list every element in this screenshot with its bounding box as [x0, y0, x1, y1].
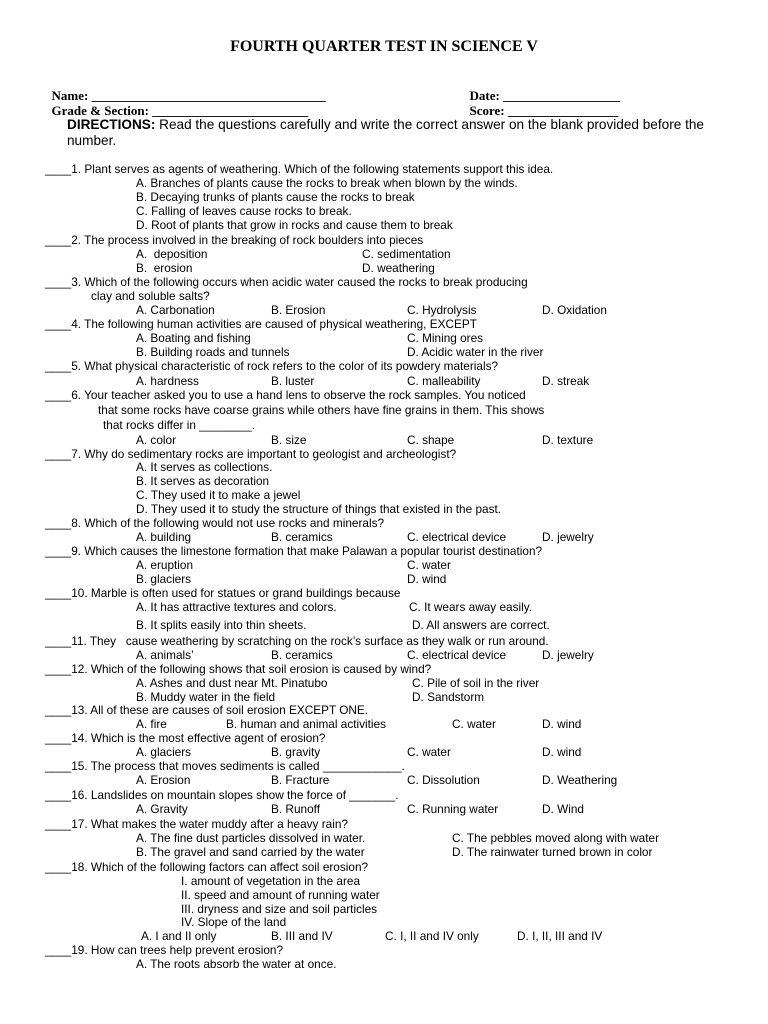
directions-text: Read the questions carefully and write the correct answer on the blank provided before the number. [67, 117, 704, 148]
answer-option: D. Wind [542, 802, 584, 816]
answer-option: B. Muddy water in the field [136, 690, 276, 704]
answer-option: D. They used it to study the structure of things that existed in the past. [136, 502, 502, 516]
answer-option: D. All answers are correct. [412, 618, 550, 632]
page-title: FOURTH QUARTER TEST IN SCIENCE V [230, 38, 538, 55]
question-stem-continued: clay and soluble salts? [91, 289, 210, 303]
score-blank: _________________ [507, 103, 619, 118]
answer-option: C. water [452, 717, 496, 731]
answer-option: A. fire [136, 717, 167, 731]
answer-option: A. Boating and fishing [136, 331, 251, 345]
question-stem: ____7. Why do sedimentary rocks are important to geologist and archeologist? [45, 447, 457, 461]
answer-option: A. I and II only [141, 929, 217, 943]
answer-option: D. weathering [362, 261, 435, 275]
answer-option: A. Ashes and dust near Mt. Pinatubo [136, 676, 328, 690]
answer-option: B. Fracture [271, 773, 330, 787]
answer-option: B. The gravel and sand carried by the water [136, 845, 365, 859]
question-stem: ____16. Landslides on mountain slopes show the force of _______. [45, 788, 399, 802]
answer-option: C. Running water [407, 802, 499, 816]
answer-option: B. ceramics [271, 648, 333, 662]
answer-option: D. wind [542, 745, 582, 759]
question-stem: ____2. The process involved in the breaking of rock boulders into pieces [45, 233, 424, 247]
grade-section-field [45, 87, 308, 119]
name-blank: ____________________________________ [91, 88, 326, 103]
name-label: Name: [51, 88, 89, 103]
score-label: Score: [469, 103, 505, 118]
question-stem: ____5. What physical characteristic of rock refers to the color of its powdery materials? [45, 359, 499, 373]
answer-option: B. size [271, 433, 307, 447]
answer-option: B. Decaying trunks of plants cause the rocks to break [136, 190, 415, 204]
answer-option: A. eruption [136, 558, 194, 572]
question-stem-continued: that rocks differ in ________. [103, 418, 255, 432]
answer-option: A. glaciers [136, 745, 192, 759]
question-stem: ____12. Which of the following shows that soil erosion is caused by wind? [45, 662, 432, 676]
answer-option: D. The rainwater turned brown in color [452, 845, 653, 859]
answer-option: C. sedimentation [362, 247, 451, 261]
question-stem: ____9. Which causes the limestone formation that make Palawan a popular tourist destination? [45, 544, 543, 558]
answer-option: D. Acidic water in the river [407, 345, 544, 359]
question-stem: ____4. The following human activities are caused of physical weathering, EXCEPT [45, 317, 477, 331]
answer-option: A. deposition [136, 247, 208, 261]
answer-option: D. wind [542, 717, 582, 731]
score-field [463, 87, 621, 119]
answer-option: B. ceramics [271, 530, 333, 544]
answer-option: C. The pebbles moved along with water [452, 831, 659, 845]
answer-option: D. Sandstorm [412, 690, 485, 704]
answer-option: A. color [136, 433, 176, 447]
answer-option: C. Falling of leaves cause rocks to break. [136, 204, 352, 218]
answer-option: A. Gravity [136, 802, 188, 816]
question-stem: ____8. Which of the following would not use rocks and minerals? [45, 516, 385, 530]
question-stem: ____18. Which of the following factors can affect soil erosion? [45, 860, 369, 874]
question-stem: ____3. Which of the following occurs when acidic water caused the rocks to break producing [45, 275, 528, 289]
answer-option: B. Erosion [271, 303, 326, 317]
question-stem: ____17. What makes the water muddy after a heavy rain? [45, 817, 348, 831]
answer-option: D. I, II, III and IV [517, 929, 603, 943]
answer-option: D. Oxidation [542, 303, 607, 317]
date-label: Date: [469, 88, 500, 103]
question-stem: ____15. The process that moves sediments is called ____________. [45, 759, 405, 773]
question-stem: ____19. How can trees help prevent erosion? [45, 943, 284, 957]
answer-option: C. I, II and IV only [385, 929, 479, 943]
answer-option: C. malleability [407, 374, 481, 388]
answer-option: C. water [407, 558, 451, 572]
answer-option: D. texture [542, 433, 594, 447]
answer-option: A. building [136, 530, 192, 544]
answer-option: B. Runoff [271, 802, 320, 816]
answer-option: A. The fine dust particles dissolved in water. [136, 831, 366, 845]
answer-option: A. Carbonation [136, 303, 215, 317]
answer-option: B. luster [271, 374, 315, 388]
answer-option: D. jewelry [542, 530, 594, 544]
question-stem: ____6. Your teacher asked you to use a hand lens to observe the rock samples. You noticed [45, 388, 526, 402]
answer-option: D. Weathering [542, 773, 618, 787]
answer-option: B. It splits easily into thin sheets. [136, 618, 307, 632]
answer-option: B. gravity [271, 745, 321, 759]
date-blank: __________________ [503, 88, 621, 103]
factor-item: III. dryness and size and soil particles [181, 902, 378, 916]
question-stem: ____1. Plant serves as agents of weathering. Which of the following statements support this idea. [45, 162, 554, 176]
answer-option: C. Dissolution [407, 773, 480, 787]
answer-option: B. glaciers [136, 572, 192, 586]
grade-label: Grade & Section: [51, 103, 149, 118]
directions-label: DIRECTIONS: [67, 117, 156, 132]
directions [67, 117, 717, 149]
answer-option: C. They used it to make a jewel [136, 488, 301, 502]
factor-item: II. speed and amount of running water [181, 888, 380, 902]
answer-option: C. electrical device [407, 530, 507, 544]
answer-option: D. wind [407, 572, 447, 586]
answer-option: D. jewelry [542, 648, 594, 662]
answer-option: C. Mining ores [407, 331, 484, 345]
factor-item: I. amount of vegetation in the area [181, 874, 361, 888]
answer-option: A. hardness [136, 374, 199, 388]
answer-option: A. It has attractive textures and colors. [136, 600, 337, 614]
grade-blank: ________________________ [152, 103, 309, 118]
answer-option: C. Hydrolysis [407, 303, 477, 317]
answer-option: D. Root of plants that grow in rocks and cause them to break [136, 218, 453, 232]
answer-option: B. It serves as decoration [136, 474, 270, 488]
factor-item: IV. Slope of the land [181, 915, 287, 929]
answer-option: C. water [407, 745, 451, 759]
question-stem-continued: that some rocks have coarse grains while others have fine grains in them. This shows [98, 403, 545, 417]
answer-option: A. It serves as collections. [136, 460, 273, 474]
answer-option: C. electrical device [407, 648, 507, 662]
answer-option: C. Pile of soil in the river [412, 676, 540, 690]
question-stem: ____13. All of these are causes of soil erosion EXCEPT ONE. [45, 703, 369, 717]
question-stem: ____11. They cause weathering by scratching on the rock’s surface as they walk or run around. [45, 634, 549, 648]
question-stem: ____10. Marble is often used for statues or grand buildings because [45, 586, 401, 600]
answer-option: A. Branches of plants cause the rocks to break when blown by the winds. [136, 176, 518, 190]
answer-option: A. The roots absorb the water at once. [136, 957, 337, 971]
answer-option: B. erosion [136, 261, 193, 275]
answer-option: C. It wears away easily. [409, 600, 533, 614]
answer-option: B. III and IV [271, 929, 333, 943]
question-stem: ____14. Which is the most effective agent of erosion? [45, 731, 326, 745]
answer-option: C. shape [407, 433, 455, 447]
answer-option: A. Erosion [136, 773, 191, 787]
answer-option: D. streak [542, 374, 590, 388]
answer-option: B. Building roads and tunnels [136, 345, 290, 359]
answer-option: B. human and animal activities [226, 717, 386, 731]
answer-option: A. animals’ [136, 648, 194, 662]
